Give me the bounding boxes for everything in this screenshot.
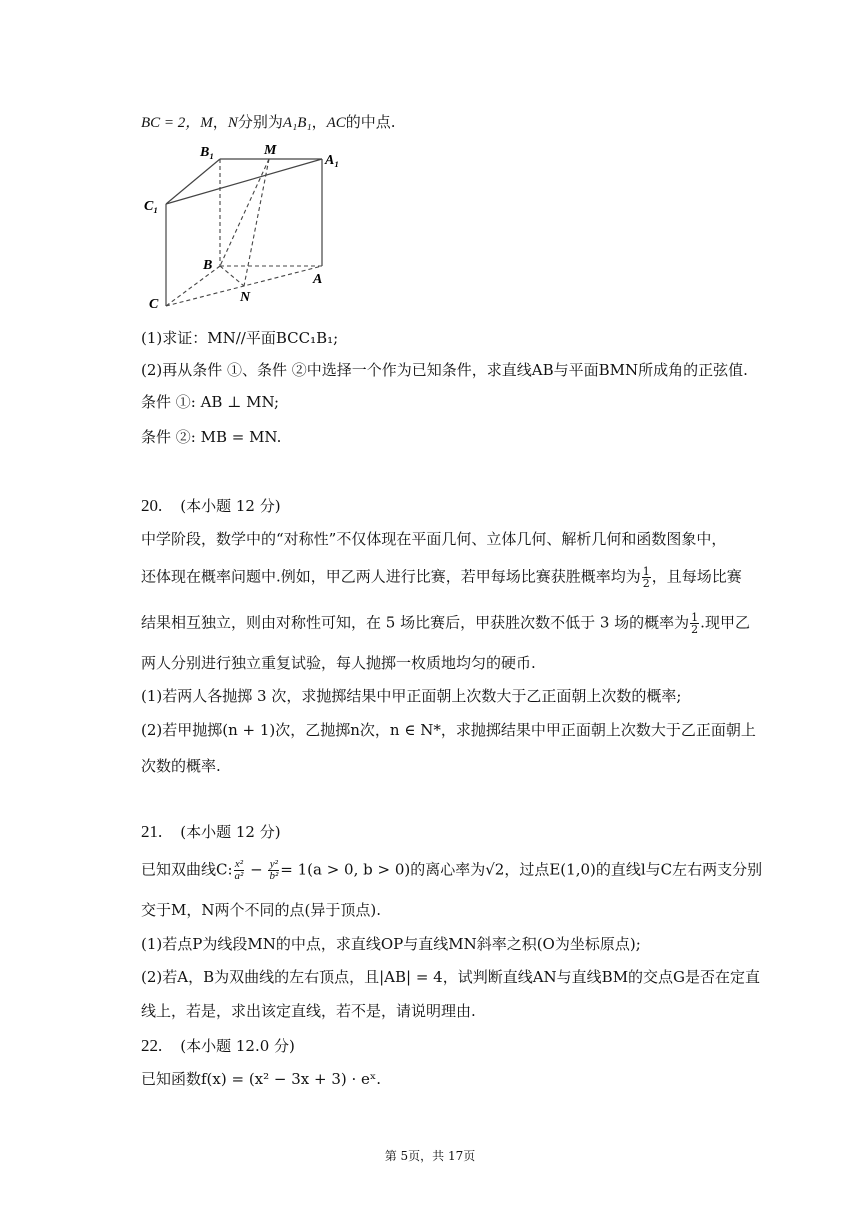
label-b: B: [203, 258, 213, 273]
q20-part1: (1)若两人各抛掷 3 次，求抛掷结果中甲正面朝上次数大于乙正面朝上次数的概率;: [141, 687, 682, 705]
q21-part2b: 线上，若是，求出该定直线，若不是，请说明理由.: [141, 1002, 476, 1020]
q20-line4: 两人分别进行独立重复试验，每人抛掷一枚质地均匀的硬币.: [141, 654, 536, 672]
q20-part2b: 次数的概率.: [141, 757, 221, 775]
label-n: N: [240, 290, 251, 305]
q20-line3: 结果相互独立，则由对称性可知，在 5 场比赛后，甲获胜次数不低于 3 场的概率为 $\frac{1}{2}$ .现甲乙: [141, 611, 750, 636]
q19-part1: (1)求证：MN//平面BCC₁B₁;: [141, 329, 339, 347]
label-c1: C₁: [144, 199, 159, 214]
q21-part2a: (2)若A，B为双曲线的左右顶点，且|AB| = 4，试判断直线AN与直线BM的交点G是否在定直: [141, 968, 761, 986]
label-a1: A₁: [325, 153, 340, 168]
label-a: A: [313, 272, 323, 287]
q22-line1: 已知函数f(x) = (x² − 3x + 3) · eˣ.: [141, 1070, 382, 1088]
q21-line2: 交于M，N两个不同的点(异于顶点).: [141, 901, 381, 919]
q19-cond2: 条件 ②: MB = MN.: [141, 428, 282, 446]
q20-line1: 中学阶段，数学中的“对称性”不仅体现在平面几何、立体几何、解析几何和函数图象中，: [141, 530, 727, 548]
label-m: M: [264, 143, 277, 158]
prism-figure: [140, 138, 355, 314]
q20-part2a: (2)若甲抛掷(n + 1)次，乙抛掷n次，n ∈ N*，求抛掷结果中甲正面朝上次数大于乙正面朝上: [141, 721, 756, 739]
q19-intro: BC = 2，M，N分别为A₁B₁，AC的中点.: [141, 113, 396, 131]
q19-cond1: 条件 ①: AB ⊥ MN;: [141, 393, 280, 411]
fraction-half: $\frac{1}{2}$: [642, 565, 650, 590]
page-footer: 第 5页，共 17页: [384, 1149, 476, 1163]
q19-part2: (2)再从条件 ①、条件 ②中选择一个作为已知条件，求直线AB与平面BMN所成角的正弦值.: [141, 361, 748, 379]
q21-line1: 已知双曲线C: $\frac{\text{x²}}{\text{a²}}$ − $\frac{\text{y²}}{\text{b²}}$ = 1(a > 0, b > 0)的离心率为√2，过点E(1,0)的直线l与C左右两支分别: [141, 858, 763, 882]
q21-part1: (1)若点P为线段MN的中点，求直线OP与直线MN斜率之积(O为坐标原点);: [141, 935, 641, 953]
label-c: C: [149, 297, 159, 312]
q20-line2: 还体现在概率问题中.例如，甲乙两人进行比赛，若甲每场比赛获胜概率均为 $\frac{1}{2}$ ，且每场比赛: [141, 565, 742, 590]
fraction-half: $\frac{1}{2}$: [691, 611, 699, 636]
q20-header: 20. (本小题 12 分): [141, 496, 281, 515]
label-b1: B₁: [200, 145, 215, 160]
q21-header: 21. (本小题 12 分): [141, 822, 281, 841]
q22-header: 22. (本小题 12.0 分): [141, 1036, 295, 1055]
